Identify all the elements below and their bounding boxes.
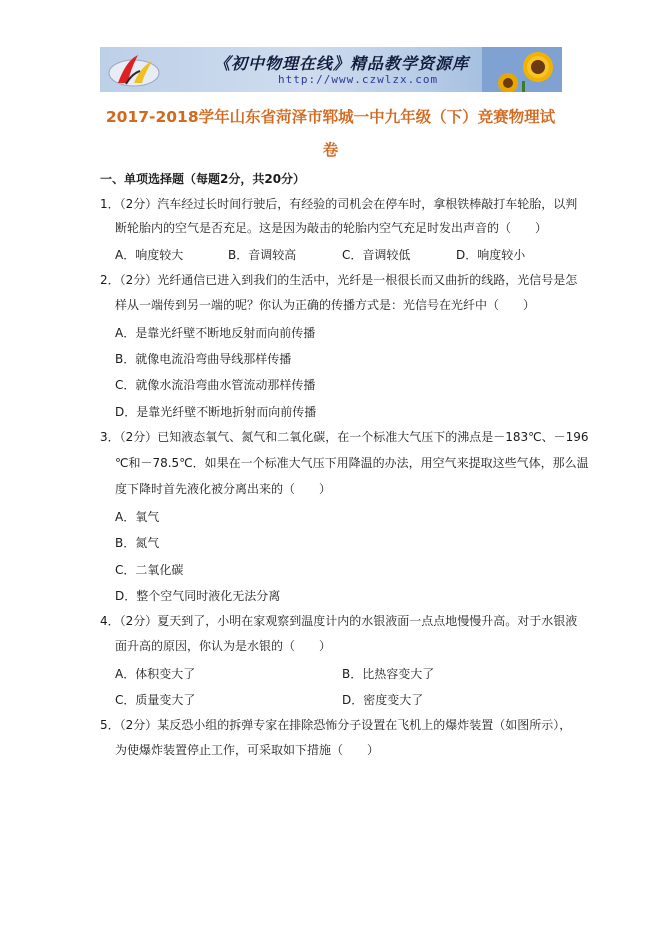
question-4-option-b: B．比热容变大了 — [342, 667, 435, 681]
page-title-line-2: 卷 — [322, 141, 339, 159]
question-3-line-1: 3．（2分）已知液态氧气、氮气和二氧化碳，在一个标准大气压下的沸点是－183℃、－196 — [100, 430, 589, 444]
header-banner — [100, 47, 562, 92]
page-title-line-1: 2017-2018学年山东省菏泽市郓城一中九年级（下）竞赛物理试 — [105, 108, 556, 126]
question-2-option-d: D．是靠光纤壁不断地折射而向前传播 — [115, 405, 317, 419]
banner-title: 《初中物理在线》精品教学资源库 — [214, 54, 470, 73]
question-4-option-c: C．质量变大了 — [115, 693, 196, 707]
question-2-option-a: A．是靠光纤壁不断地反射而向前传播 — [115, 326, 316, 340]
question-2-line-2: 样从一端传到另一端的呢？你认为正确的传播方式是：光信号在光纤中（ ） — [115, 298, 536, 312]
banner-url[interactable]: http://www.czwlzx.com — [278, 73, 439, 86]
question-5-line-1: 5．（2分）某反恐小组的拆弹专家在排除恐怖分子设置在飞机上的爆炸装置（如图所示）， — [100, 718, 572, 732]
question-3-option-a: A．氧气 — [115, 510, 160, 524]
section-heading: 一、单项选择题（每题2分，共20分） — [100, 172, 306, 186]
sunflower-icon — [482, 47, 562, 92]
question-4-option-d: D．密度变大了 — [342, 693, 424, 707]
question-2-option-c: C．就像水流沿弯曲水管流动那样传播 — [115, 378, 316, 392]
question-4-option-a: A．体积变大了 — [115, 667, 196, 681]
question-2-line-1: 2．（2分）光纤通信已进入到我们的生活中，光纤是一根很长而又曲折的线路，光信号是怎 — [100, 273, 578, 287]
question-1-option-a: A．响度较大 — [115, 248, 184, 262]
question-4-line-1: 4．（2分）夏天到了，小明在家观察到温度计内的水银液面一点点地慢慢升高。对于水银液 — [100, 614, 578, 628]
question-4-line-2: 面升高的原因，你认为是水银的（ ） — [115, 639, 332, 653]
question-3-option-d: D．整个空气同时液化无法分离 — [115, 589, 281, 603]
question-1-line-2: 断轮胎内的空气是否充足。这是因为敲击的轮胎内空气充足时发出声音的（ ） — [115, 221, 548, 235]
question-3-line-3: 度下降时首先液化被分离出来的（ ） — [115, 482, 332, 496]
question-1-option-c: C．音调较低 — [342, 248, 411, 262]
question-1-option-d: D．响度较小 — [456, 248, 526, 262]
question-5-line-2: 为使爆炸装置停止工作，可采取如下措施（ ） — [115, 743, 380, 757]
logo-icon — [104, 49, 162, 90]
question-3-line-2: ℃和－78.5℃．如果在一个标准大气压下用降温的办法，用空气来提取这些气体，那么温 — [115, 456, 589, 470]
question-3-option-c: C．二氧化碳 — [115, 563, 184, 577]
question-3-option-b: B．氮气 — [115, 536, 160, 550]
question-2-option-b: B．就像电流沿弯曲导线那样传播 — [115, 352, 292, 366]
question-1-option-b: B．音调较高 — [228, 248, 297, 262]
question-1-line-1: 1．（2分）汽车经过长时间行驶后，有经验的司机会在停车时，拿根铁棒敲打车轮胎，以判 — [100, 197, 578, 211]
